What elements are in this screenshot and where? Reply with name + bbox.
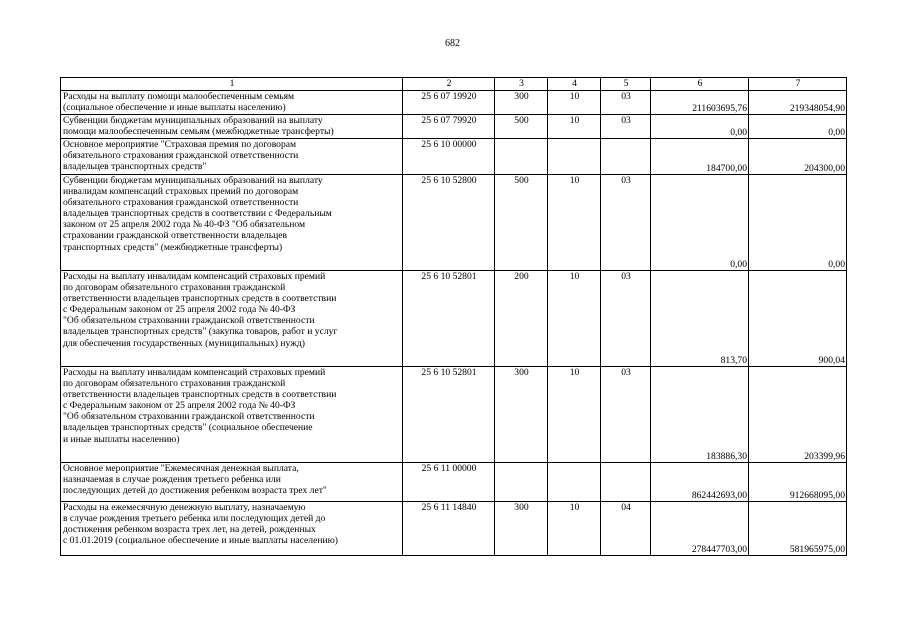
row-value-col7: 912668095,00 bbox=[749, 463, 847, 502]
row-expense-type: 200 bbox=[495, 271, 548, 367]
table-row bbox=[61, 463, 847, 502]
header-col-6: 6 bbox=[651, 78, 749, 91]
row-section: 10 bbox=[548, 115, 601, 139]
row-target-code: 25 6 10 52801 bbox=[403, 271, 495, 367]
table-row bbox=[61, 271, 847, 367]
row-section bbox=[548, 463, 601, 502]
budget-table bbox=[60, 77, 847, 556]
row-value-col6: 0,00 bbox=[651, 175, 749, 271]
row-value-col7: 204300,00 bbox=[749, 139, 847, 175]
row-expense-type: 300 bbox=[495, 502, 548, 556]
row-section: 10 bbox=[548, 91, 601, 115]
row-name: Основное мероприятие "Страховая премия по договорам обязательного страхования гражданской ответственности владельцев транспортных средств" bbox=[61, 139, 403, 175]
row-value-col6: 211603695,76 bbox=[651, 91, 749, 115]
row-value-col6: 183886,30 bbox=[651, 367, 749, 463]
row-subsection: 03 bbox=[601, 115, 651, 139]
row-name: Субвенции бюджетам муниципальных образований на выплату помощи малообеспеченным семьям (межбюджетные трансферты) bbox=[61, 115, 403, 139]
header-col-3: 3 bbox=[495, 78, 548, 91]
header-col-7: 7 bbox=[749, 78, 847, 91]
row-section: 10 bbox=[548, 175, 601, 271]
row-expense-type: 300 bbox=[495, 91, 548, 115]
row-section bbox=[548, 139, 601, 175]
row-expense-type: 300 bbox=[495, 367, 548, 463]
row-value-col7: 0,00 bbox=[749, 175, 847, 271]
table-row bbox=[61, 139, 847, 175]
row-target-code: 25 6 10 52800 bbox=[403, 175, 495, 271]
row-subsection bbox=[601, 463, 651, 502]
row-subsection: 03 bbox=[601, 367, 651, 463]
table-row bbox=[61, 175, 847, 271]
page-number: 682 bbox=[445, 38, 460, 49]
row-subsection: 03 bbox=[601, 271, 651, 367]
row-value-col6: 278447703,00 bbox=[651, 502, 749, 556]
row-value-col7: 219348054,90 bbox=[749, 91, 847, 115]
row-value-col6: 0,00 bbox=[651, 115, 749, 139]
row-value-col7: 581965975,00 bbox=[749, 502, 847, 556]
row-expense-type bbox=[495, 139, 548, 175]
row-subsection: 03 bbox=[601, 175, 651, 271]
row-value-col7: 0,00 bbox=[749, 115, 847, 139]
row-value-col6: 862442693,00 bbox=[651, 463, 749, 502]
row-value-col7: 203399,96 bbox=[749, 367, 847, 463]
row-value-col7: 900,04 bbox=[749, 271, 847, 367]
row-expense-type: 500 bbox=[495, 115, 548, 139]
header-row bbox=[61, 78, 847, 91]
row-value-col6: 813,70 bbox=[651, 271, 749, 367]
row-expense-type: 500 bbox=[495, 175, 548, 271]
row-target-code: 25 6 10 00000 bbox=[403, 139, 495, 175]
row-expense-type bbox=[495, 463, 548, 502]
table-row bbox=[61, 502, 847, 556]
table-row bbox=[61, 115, 847, 139]
row-subsection bbox=[601, 139, 651, 175]
header-col-1: 1 bbox=[61, 78, 403, 91]
row-name: Расходы на выплату инвалидам компенсаций страховых премий по договорам обязательного страхования гражданской ответственности владельцев транспортных средств в соответствии с Федеральным законом от 25 апреля 2002 года № 40-ФЗ "Об обязательном страховании гражданской ответственности владельцев транспортных средств" (социальное обеспечение и иные выплаты населению) bbox=[61, 367, 403, 463]
row-subsection: 04 bbox=[601, 502, 651, 556]
row-section: 10 bbox=[548, 502, 601, 556]
row-target-code: 25 6 07 79920 bbox=[403, 115, 495, 139]
row-name: Субвенции бюджетам муниципальных образований на выплату инвалидам компенсаций страховых премий по договорам обязательного страхования гражданской ответственности владельцев транспортных средств в соответствии с Федеральным законом от 25 апреля 2002 года № 40-ФЗ "Об обязательном страховании гражданской ответственности владельцев транспортных средств" (межбюджетные трансферты) bbox=[61, 175, 403, 271]
row-section: 10 bbox=[548, 367, 601, 463]
table-row bbox=[61, 367, 847, 463]
header-col-4: 4 bbox=[548, 78, 601, 91]
row-value-col6: 184700,00 bbox=[651, 139, 749, 175]
row-target-code: 25 6 11 00000 bbox=[403, 463, 495, 502]
header-col-5: 5 bbox=[601, 78, 651, 91]
row-subsection: 03 bbox=[601, 91, 651, 115]
row-section: 10 bbox=[548, 271, 601, 367]
row-target-code: 25 6 07 19920 bbox=[403, 91, 495, 115]
row-name: Расходы на ежемесячную денежную выплату, назначаемую в случае рождения третьего ребенка или последующих детей до достижения ребенком возраста трех лет, на детей, рожденных с 01.01.2019 (социальное обеспечение и иные выплаты населению) bbox=[61, 502, 403, 556]
row-name: Расходы на выплату помощи малообеспеченным семьям (социальное обеспечение и иные выплаты населению) bbox=[61, 91, 403, 115]
header-col-2: 2 bbox=[403, 78, 495, 91]
row-target-code: 25 6 10 52801 bbox=[403, 367, 495, 463]
row-name: Основное мероприятие "Ежемесячная денежная выплата, назначаемая в случае рождения третьего ребенка или последующих детей до достижения ребенком возраста трех лет" bbox=[61, 463, 403, 502]
table-row bbox=[61, 91, 847, 115]
row-name: Расходы на выплату инвалидам компенсаций страховых премий по договорам обязательного страхования гражданской ответственности владельцев транспортных средств в соответствии с Федеральным законом от 25 апреля 2002 года № 40-ФЗ "Об обязательном страховании гражданской ответственности владельцев транспортных средств" (закупка товаров, работ и услуг для обеспечения государственных (муниципальных) нужд) bbox=[61, 271, 403, 367]
row-target-code: 25 6 11 14840 bbox=[403, 502, 495, 556]
